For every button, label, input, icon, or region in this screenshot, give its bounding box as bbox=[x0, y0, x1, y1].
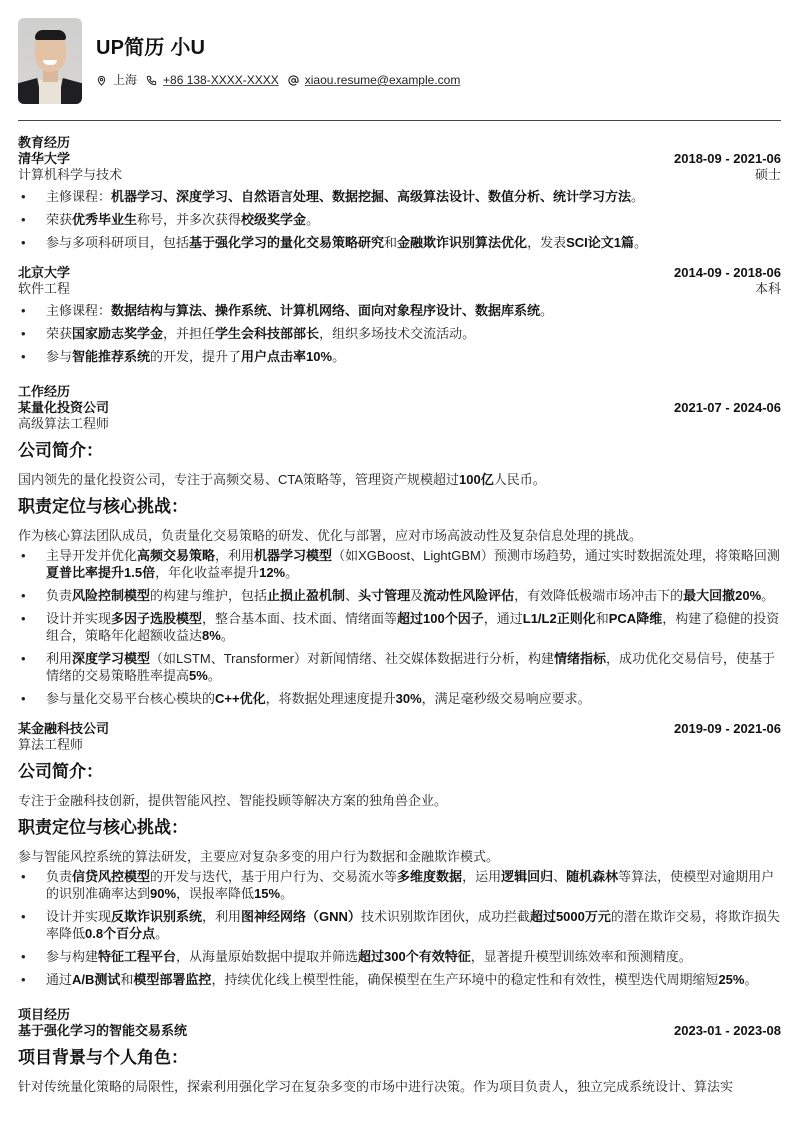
phone-icon bbox=[146, 75, 157, 86]
bullet-item: • 负责风险控制模型的构建与维护，包括止损止盈机制、头寸管理及流动性风险评估，有效降低极端市场冲击下的最大回撤20%。 bbox=[18, 587, 781, 604]
education-bullets bbox=[18, 302, 781, 365]
projects-section bbox=[18, 1007, 781, 1095]
project-background: 针对传统量化策略的局限性，探索利用强化学习在复杂多变的市场中进行决策。作为项目负责人，独立完成系统设计、算法实 bbox=[18, 1079, 734, 1094]
company-intro-heading: 公司简介： bbox=[18, 441, 103, 460]
company-intro: 国内领先的量化投资公司，专注于高频交易、CTA策略等，管理资产规模超过100亿人民币。 bbox=[18, 472, 546, 487]
section-title-work: 工作经历 bbox=[18, 384, 71, 399]
bullet-item: • 荣获国家励志奖学金，并担任学生会科技部部长，组织多场技术交流活动。 bbox=[18, 325, 781, 342]
job-role: 高级算法工程师 bbox=[18, 416, 110, 431]
bullet-item: • 参与构建特征工程平台，从海量原始数据中提取并筛选超过300个有效特征，显著提升模型训练效率和预测精度。 bbox=[18, 948, 781, 965]
work-section bbox=[18, 384, 781, 988]
education-bullets bbox=[18, 188, 781, 251]
major: 软件工程 bbox=[18, 281, 71, 296]
date-range: 2014-09 - 2018-06 bbox=[674, 265, 781, 280]
candidate-name: UP简历 小U bbox=[96, 37, 206, 59]
education-section bbox=[18, 135, 781, 365]
duty-text: 作为核心算法团队成员，负责量化交易策略的研发、优化与部署，应对市场高波动性及复杂信息处理的挑战。 bbox=[18, 528, 643, 543]
bullet-item: • 通过A/B测试和模型部署监控，持续优化线上模型性能，确保模型在生产环境中的稳定性和有效性，模型迭代周期缩短25%。 bbox=[18, 971, 781, 988]
project-background-heading: 项目背景与个人角色： bbox=[18, 1048, 188, 1067]
company-intro-heading: 公司简介： bbox=[18, 762, 103, 781]
section-title-projects: 项目经历 bbox=[18, 1007, 71, 1022]
bullet-item: • 主修课程：数据结构与算法、操作系统、计算机网络、面向对象程序设计、数据库系统。 bbox=[18, 302, 781, 319]
location-text: 上海 bbox=[113, 73, 138, 87]
bullet-item: • 设计并实现反欺诈识别系统，利用图神经网络（GNN）技术识别欺诈团伙，成功拦截超过5000万元的潜在欺诈交易，将欺诈损失率降低0.8个百分点。 bbox=[18, 908, 781, 942]
contact-phone bbox=[146, 72, 279, 88]
bullet-item: • 参与多项科研项目，包括基于强化学习的量化交易策略研究和金融欺诈识别算法优化，发表SCI论文1篇。 bbox=[18, 234, 781, 251]
phone-link[interactable]: +86 138-XXXX-XXXX bbox=[163, 73, 279, 87]
degree: 本科 bbox=[754, 281, 781, 296]
resume-header bbox=[18, 18, 781, 104]
work-entry bbox=[18, 721, 781, 988]
email-link[interactable]: xiaou.resume@example.com bbox=[304, 73, 461, 87]
contact-list bbox=[96, 72, 469, 88]
project-entry bbox=[18, 1023, 781, 1095]
project-name: 基于强化学习的智能交易系统 bbox=[18, 1023, 188, 1038]
school-name: 北京大学 bbox=[18, 265, 71, 280]
duty-text: 参与智能风控系统的算法研发，主要应对复杂多变的用户行为数据和金融欺诈模式。 bbox=[18, 849, 500, 864]
bullet-item: • 利用深度学习模型（如LSTM、Transformer）对新闻情绪、社交媒体数据进行分析，构建情绪指标，成功优化交易信号，使基于情绪的交易策略胜率提高5%。 bbox=[18, 650, 781, 684]
date-range: 2018-09 - 2021-06 bbox=[674, 151, 781, 166]
contact-location bbox=[96, 72, 137, 88]
work-entry bbox=[18, 400, 781, 707]
date-range: 2019-09 - 2021-06 bbox=[674, 721, 781, 736]
degree: 硕士 bbox=[754, 167, 781, 182]
header-divider bbox=[18, 120, 781, 121]
duty-heading: 职责定位与核心挑战： bbox=[18, 497, 188, 516]
major: 计算机科学与技术 bbox=[18, 167, 123, 182]
school-name: 清华大学 bbox=[18, 151, 71, 166]
job-role: 算法工程师 bbox=[18, 737, 84, 752]
bullet-item: • 设计并实现多因子选股模型，整合基本面、技术面、情绪面等超过100个因子，通过L1/L2正则化和PCA降维，构建了稳健的投资组合，策略年化超额收益达8%。 bbox=[18, 610, 781, 644]
bullet-item: • 参与量化交易平台核心模块的C++优化，将数据处理速度提升30%，满足毫秒级交易响应要求。 bbox=[18, 690, 781, 707]
map-pin-icon bbox=[96, 75, 107, 86]
bullet-item: • 主导开发并优化高频交易策略，利用机器学习模型（如XGBoost、LightGBM）预测市场趋势，通过实时数据流处理，将策略回测夏普比率提升1.5倍，年化收益率提升12%。 bbox=[18, 547, 781, 581]
company-name: 某量化投资公司 bbox=[18, 400, 110, 415]
date-range: 2023-01 - 2023-08 bbox=[674, 1023, 781, 1038]
company-name: 某金融科技公司 bbox=[18, 721, 110, 736]
section-title-education: 教育经历 bbox=[18, 135, 71, 150]
duty-heading: 职责定位与核心挑战： bbox=[18, 818, 188, 837]
header-info bbox=[96, 18, 469, 88]
bullet-item: • 荣获优秀毕业生称号，并多次获得校级奖学金。 bbox=[18, 211, 781, 228]
education-entry bbox=[18, 265, 781, 365]
date-range: 2021-07 - 2024-06 bbox=[674, 400, 781, 415]
bullet-item: • 负责信贷风控模型的开发与迭代，基于用户行为、交易流水等多维度数据，运用逻辑回归、随机森林等算法，使模型对逾期用户的识别准确率达到90%，误报率降低15%。 bbox=[18, 868, 781, 902]
at-sign-icon bbox=[288, 75, 299, 86]
education-entry bbox=[18, 151, 781, 251]
work-bullets bbox=[18, 547, 781, 707]
bullet-item: • 主修课程：机器学习、深度学习、自然语言处理、数据挖掘、高级算法设计、数值分析、统计学习方法。 bbox=[18, 188, 781, 205]
bullet-item: • 参与智能推荐系统的开发，提升了用户点击率10%。 bbox=[18, 348, 781, 365]
work-bullets bbox=[18, 868, 781, 988]
avatar bbox=[18, 18, 82, 104]
contact-email bbox=[288, 72, 461, 88]
company-intro: 专注于金融科技创新，提供智能风控、智能投顾等解决方案的独角兽企业。 bbox=[18, 793, 448, 808]
